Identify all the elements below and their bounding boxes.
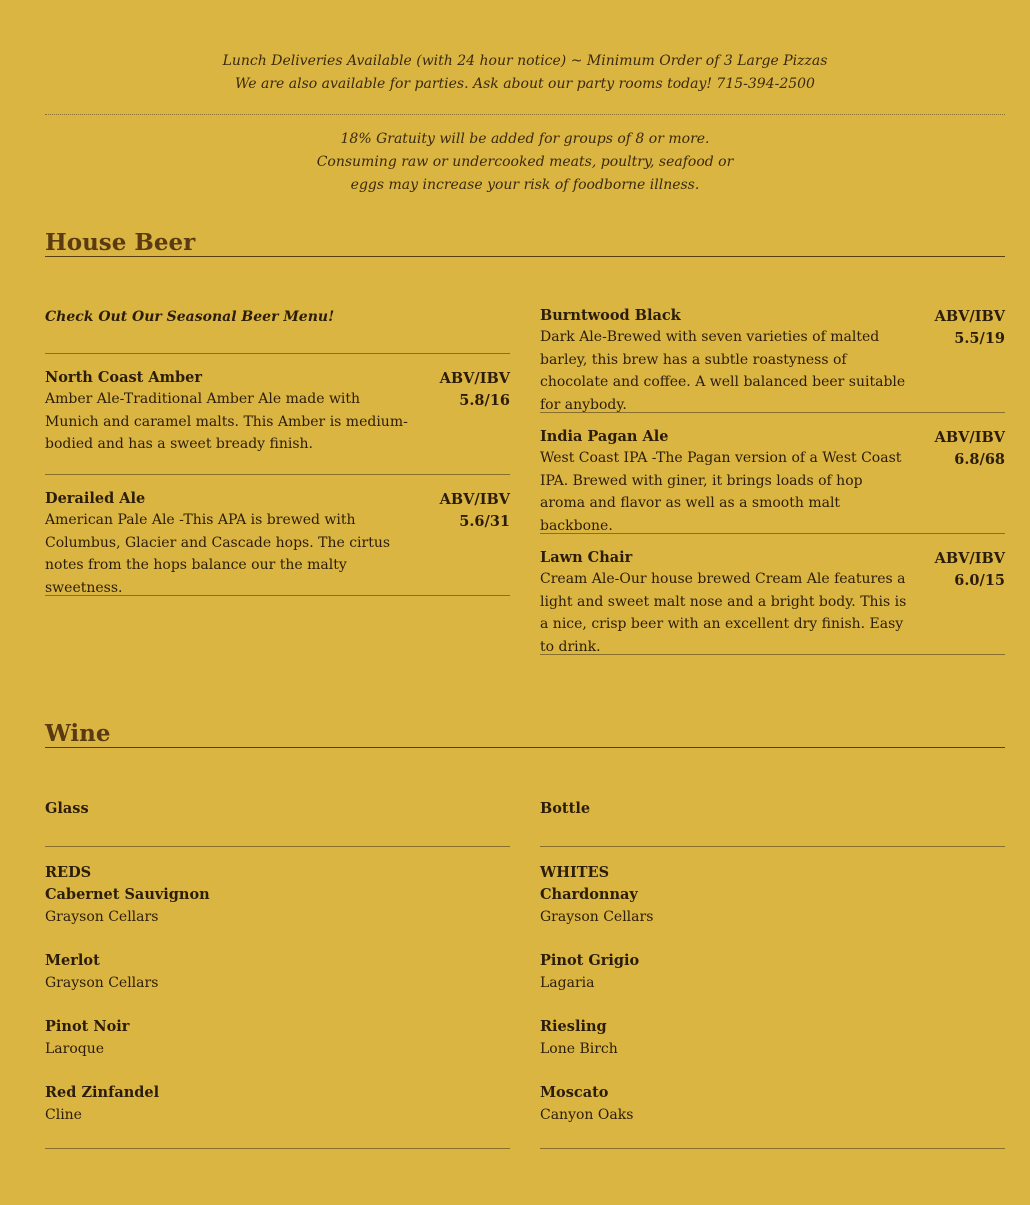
- wine-maker: Laroque: [45, 1041, 105, 1057]
- beer-name: Derailed Ale: [45, 490, 146, 507]
- wine-name: Pinot Grigio: [540, 952, 640, 969]
- wine-name: Moscato: [540, 1084, 609, 1101]
- abv-label: ABV/IBV: [439, 370, 510, 387]
- wine-name: Chardonnay: [540, 886, 638, 903]
- wine-maker: Grayson Cellars: [45, 975, 159, 991]
- list-item: [45, 862, 510, 928]
- wine-bottle-column: [540, 799, 1005, 1149]
- list-item: [45, 950, 510, 994]
- abv-value: 5.6/31: [459, 513, 510, 530]
- wine-category: WHITES: [540, 864, 610, 881]
- abv-value: 6.8/68: [954, 451, 1005, 468]
- wine-maker: Grayson Cellars: [540, 909, 654, 925]
- beer-description: Dark Ale-Brewed with seven varieties of malted barley, this brew has a subtle roastyness of chocolate and coffee. A well balanced beer suitable for anybody.: [540, 329, 906, 413]
- wine-maker: Canyon Oaks: [540, 1107, 634, 1123]
- abv-value: 5.8/16: [459, 392, 510, 409]
- consumption-warning-line-2: eggs may increase your risk of foodborne illness.: [350, 177, 700, 193]
- wine-heading: [45, 719, 1005, 748]
- wine-name: Riesling: [540, 1018, 607, 1035]
- beer-item: [540, 292, 1005, 413]
- beer-item: [540, 413, 1005, 534]
- abv-label: ABV/IBV: [439, 491, 510, 508]
- delivery-notice: [45, 50, 1005, 96]
- beer-abv: [935, 548, 1005, 592]
- wine-maker: Lagaria: [540, 975, 595, 991]
- beer-name: Lawn Chair: [540, 549, 633, 566]
- house-beer-title: House Beer: [45, 229, 196, 256]
- wine-category: REDS: [45, 864, 92, 881]
- wine-maker: Grayson Cellars: [45, 909, 159, 925]
- list-item: [45, 1016, 510, 1060]
- beer-name: India Pagan Ale: [540, 428, 669, 445]
- beer-abv: [440, 489, 510, 533]
- beer-description: Amber Ale-Traditional Amber Ale made with Munich and caramel malts. This Amber is medium-bodied and has a sweet bready finish.: [45, 391, 408, 452]
- abv-value: 6.0/15: [954, 572, 1005, 589]
- beer-name: Burntwood Black: [540, 307, 681, 324]
- abv-label: ABV/IBV: [934, 429, 1005, 446]
- list-item: [540, 1082, 1005, 1126]
- glass-wine-list: [45, 847, 510, 1149]
- wine-name: Merlot: [45, 952, 100, 969]
- beer-item: [45, 475, 510, 596]
- wine-title: Wine: [45, 720, 111, 747]
- beer-column-left: [45, 306, 510, 596]
- beer-name: North Coast Amber: [45, 369, 202, 386]
- beer-description: West Coast IPA -The Pagan version of a West Coast IPA. Brewed with giner, it brings loads of hop aroma and flavor as well as a smooth malt backbone.: [540, 450, 902, 534]
- wine-name: Red Zinfandel: [45, 1084, 160, 1101]
- list-item: [540, 1016, 1005, 1060]
- list-item: [540, 950, 1005, 994]
- wine-name: Pinot Noir: [45, 1018, 130, 1035]
- list-item: [45, 1082, 510, 1126]
- consumption-warning-line-1: Consuming raw or undercooked meats, poultry, seafood or: [316, 154, 734, 170]
- beer-abv: [935, 427, 1005, 471]
- wine-maker: Cline: [45, 1107, 82, 1123]
- wine-glass-column: [45, 799, 510, 1149]
- party-line: We are also available for parties. Ask about our party rooms today! 715-394-2500: [235, 76, 815, 92]
- beer-abv: [440, 368, 510, 412]
- abv-label: ABV/IBV: [934, 308, 1005, 325]
- beer-item: [540, 534, 1005, 655]
- glass-heading: Glass: [45, 799, 510, 847]
- beer-description: Cream Ale-Our house brewed Cream Ale features a light and sweet malt nose and a bright body. This is a nice, crisp beer with an excellent dry finish. Easy to drink.: [540, 571, 907, 655]
- wine-name: Cabernet Sauvignon: [45, 886, 210, 903]
- house-beer-heading: [45, 228, 1005, 257]
- delivery-line: Lunch Deliveries Available (with 24 hour notice) ~ Minimum Order of 3 Large Pizzas: [222, 53, 828, 69]
- beer-column-right: [540, 292, 1005, 655]
- beer-abv: [935, 306, 1005, 350]
- beer-description: American Pale Ale -This APA is brewed with Columbus, Glacier and Cascade hops. The cirtus notes from the hops balance our the malty sweetness.: [45, 512, 391, 596]
- dotted-divider: [45, 114, 1005, 115]
- gratuity-notice: [45, 128, 1005, 197]
- gratuity-line: 18% Gratuity will be added for groups of 8 or more.: [340, 131, 710, 147]
- beer-item: [45, 354, 510, 475]
- bottle-heading: Bottle: [540, 799, 1005, 847]
- seasonal-beer-link[interactable]: Check Out Our Seasonal Beer Menu!: [45, 306, 510, 354]
- wine-maker: Lone Birch: [540, 1041, 618, 1057]
- abv-label: ABV/IBV: [934, 550, 1005, 567]
- abv-value: 5.5/19: [954, 330, 1005, 347]
- list-item: [540, 862, 1005, 928]
- bottle-wine-list: [540, 847, 1005, 1149]
